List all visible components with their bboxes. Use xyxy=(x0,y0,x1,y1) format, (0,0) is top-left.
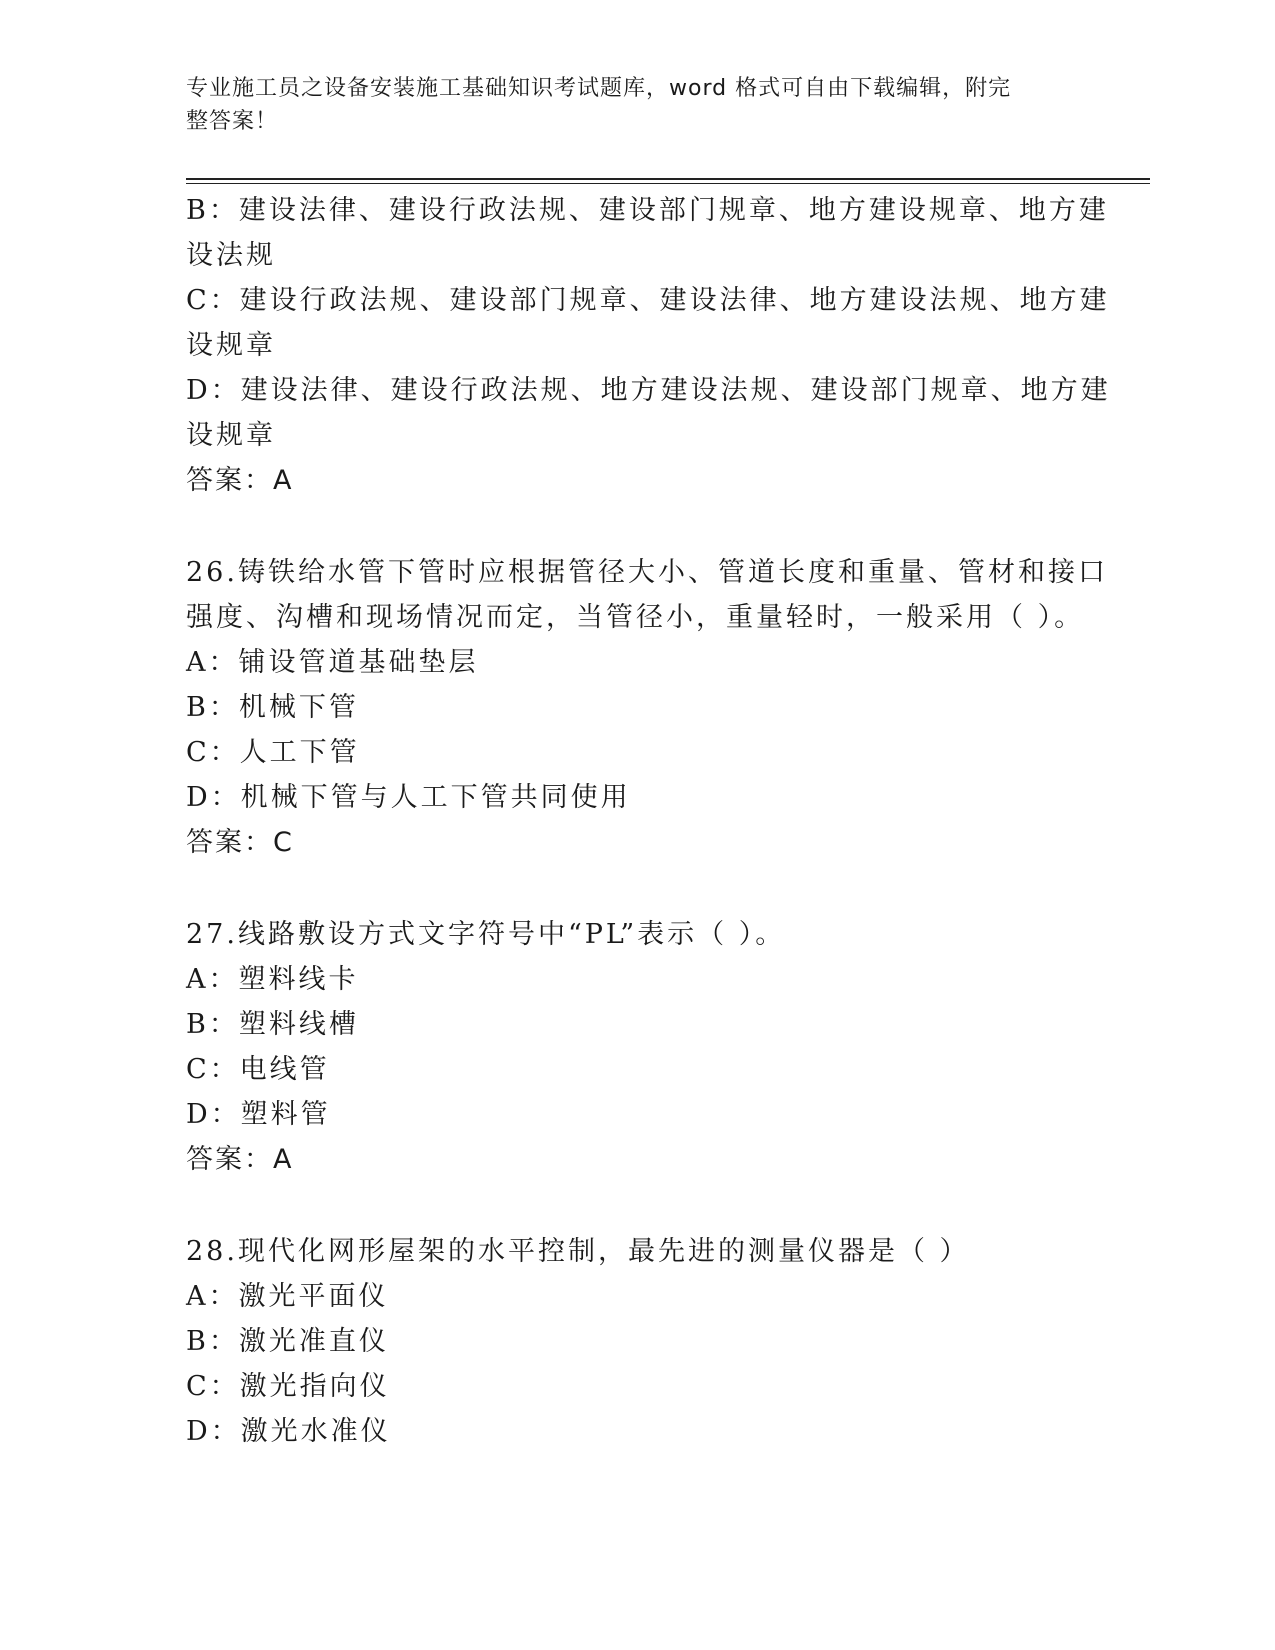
question-26 xyxy=(186,550,1108,865)
question-stem: 27.线路敷设方式文字符号中“PL”表示（ ）。 xyxy=(186,919,786,950)
option-c: C：激光指向仪 xyxy=(186,1371,390,1402)
option-b-line-1: B：建设法律、建设行政法规、建设部门规章、地方建设规章、地方建 xyxy=(186,195,1109,226)
document-header xyxy=(186,72,1066,138)
answer-line: 答案：A xyxy=(186,1144,294,1175)
question-27 xyxy=(186,912,1086,1182)
header-line-1: 专业施工员之设备安装施工基础知识考试题库，word 格式可自由下载编辑，附完 xyxy=(186,76,1012,101)
option-d-line-2: 设规章 xyxy=(186,420,276,451)
answer-line: 答案：A xyxy=(186,465,294,496)
option-b: B：激光准直仪 xyxy=(186,1326,389,1357)
header-divider-thin xyxy=(186,183,1150,184)
question-stem-line-2: 强度、沟槽和现场情况而定，当管径小，重量轻时，一般采用（ ）。 xyxy=(186,602,1085,633)
question-25 xyxy=(186,188,1111,503)
option-c: C：人工下管 xyxy=(186,737,360,768)
option-a: A：激光平面仪 xyxy=(186,1281,389,1312)
header-line-2: 整答案！ xyxy=(186,109,279,134)
option-b-line-2: 设法规 xyxy=(186,240,276,271)
question-stem: 28.现代化网形屋架的水平控制，最先进的测量仪器是（ ） xyxy=(186,1236,970,1267)
option-d: D：机械下管与人工下管共同使用 xyxy=(186,782,631,813)
question-28 xyxy=(186,1229,1086,1454)
option-a: A：塑料线卡 xyxy=(186,964,359,995)
question-gap xyxy=(186,865,1086,912)
question-gap xyxy=(186,503,1086,550)
question-stem-line-1: 26.铸铁给水管下管时应根据管径大小、管道长度和重量、管材和接口 xyxy=(186,557,1108,588)
option-a: A：铺设管道基础垫层 xyxy=(186,647,479,678)
option-d: D：激光水准仪 xyxy=(186,1416,391,1447)
header-divider-thick xyxy=(186,178,1150,180)
option-b: B：机械下管 xyxy=(186,692,359,723)
option-d-line-1: D：建设法律、建设行政法规、地方建设法规、建设部门规章、地方建 xyxy=(186,375,1111,406)
answer-line: 答案：C xyxy=(186,827,294,858)
option-b: B：塑料线槽 xyxy=(186,1009,359,1040)
option-c-line-2: 设规章 xyxy=(186,330,276,361)
question-list xyxy=(186,188,1111,1454)
option-d: D：塑料管 xyxy=(186,1099,331,1130)
question-gap xyxy=(186,1182,1086,1229)
option-c-line-1: C：建设行政法规、建设部门规章、建设法律、地方建设法规、地方建 xyxy=(186,285,1110,316)
option-c: C：电线管 xyxy=(186,1054,330,1085)
